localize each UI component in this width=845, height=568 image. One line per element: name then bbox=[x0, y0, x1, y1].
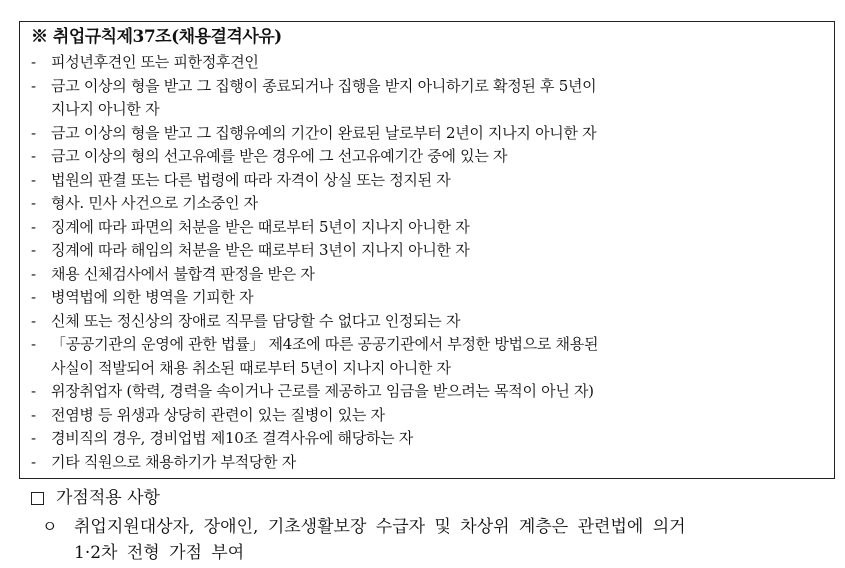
checkbox-icon bbox=[31, 492, 44, 505]
box-title: ※ 취업규칙제37조(채용결격사유) bbox=[31, 27, 282, 47]
list-item bbox=[31, 51, 821, 75]
list-item bbox=[31, 122, 821, 146]
list-item-text: 「공공기관의 운영에 관한 법률」 제4조에 따른 공공기관에서 부정한 방법으로 채용된 사실이 적발되어 채용 취소된 때로부터 5년이 지나지 아니한 자 bbox=[51, 335, 599, 377]
list-item-text: 형사. 민사 사건으로 기소중인 자 bbox=[51, 194, 258, 212]
dash-marker: - bbox=[31, 170, 36, 189]
dash-marker: - bbox=[31, 288, 36, 306]
list-item bbox=[31, 404, 821, 428]
list-item bbox=[31, 239, 821, 263]
disqualification-list bbox=[31, 51, 821, 474]
bonus-paragraph bbox=[42, 514, 832, 566]
dash-marker: - bbox=[31, 194, 36, 212]
list-item-text: 채용 신체검사에서 불합격 판정을 받은 자 bbox=[51, 264, 315, 283]
list-item-text: 금고 이상의 형의 선고유예를 받은 경우에 그 선고유예기간 중에 있는 자 bbox=[51, 147, 508, 165]
dash-marker: - bbox=[31, 311, 36, 330]
list-item-text: 위장취업자 (학력, 경력을 속이거나 근로를 제공하고 임금을 받으려는 목적이 아닌 자) bbox=[51, 382, 594, 400]
list-item-text: 병역법에 의한 병역을 기피한 자 bbox=[51, 288, 254, 306]
list-item bbox=[31, 263, 821, 287]
list-item bbox=[31, 216, 821, 240]
list-item-text: 기타 직원으로 채용하기가 부적당한 자 bbox=[51, 452, 296, 471]
dash-marker: - bbox=[31, 53, 36, 71]
dash-marker: - bbox=[31, 241, 36, 259]
dash-marker: - bbox=[31, 452, 36, 471]
list-item bbox=[31, 427, 821, 451]
dash-marker: - bbox=[31, 147, 36, 165]
list-item bbox=[31, 75, 821, 122]
list-item bbox=[31, 192, 821, 216]
list-item bbox=[31, 169, 821, 193]
list-item-text: 전염병 등 위생과 상당히 관련이 있는 질병이 있는 자 bbox=[51, 405, 385, 424]
list-item bbox=[31, 451, 821, 475]
dash-marker: - bbox=[31, 335, 36, 353]
dash-marker: - bbox=[31, 217, 36, 236]
list-item-text: 피성년후견인 또는 피한정후견인 bbox=[51, 53, 259, 71]
list-item bbox=[31, 310, 821, 334]
list-item bbox=[31, 333, 821, 380]
list-item bbox=[31, 380, 821, 404]
list-item-text: 징계에 따라 해임의 처분을 받은 때로부터 3년이 지나지 아니한 자 bbox=[51, 241, 470, 259]
section-heading bbox=[31, 486, 160, 510]
dash-marker: - bbox=[31, 429, 36, 447]
list-item-text: 법원의 판결 또는 다른 법령에 따라 자격이 상실 또는 정지된 자 bbox=[51, 170, 451, 189]
section-title: 가점적용 사항 bbox=[56, 488, 160, 508]
bullet-icon: ㅇ bbox=[42, 517, 58, 536]
dash-marker: - bbox=[31, 382, 36, 400]
list-item bbox=[31, 286, 821, 310]
list-item-text: 신체 또는 정신상의 장애로 직무를 담당할 수 없다고 인정되는 자 bbox=[51, 311, 461, 330]
dash-marker: - bbox=[31, 264, 36, 283]
list-item-text: 경비직의 경우, 경비업법 제10조 결격사유에 해당하는 자 bbox=[51, 429, 413, 447]
list-item bbox=[31, 145, 821, 169]
dash-marker: - bbox=[31, 76, 36, 95]
dash-marker: - bbox=[31, 123, 36, 142]
list-item-text: 금고 이상의 형을 받고 그 집행이 종료되거나 집행을 받지 아니하기로 확정된 후 5년이 지나지 아니한 자 bbox=[51, 76, 597, 118]
list-item-text: 금고 이상의 형을 받고 그 집행유예의 기간이 완료된 날로부터 2년이 지나지 아니한 자 bbox=[51, 123, 597, 142]
paragraph-text: 취업지원대상자, 장애인, 기초생활보장 수급자 및 차상위 계층은 관련법에 의거 1·2차 전형 가점 부여 bbox=[74, 517, 686, 563]
dash-marker: - bbox=[31, 405, 36, 424]
list-item-text: 징계에 따라 파면의 처분을 받은 때로부터 5년이 지나지 아니한 자 bbox=[51, 217, 470, 236]
